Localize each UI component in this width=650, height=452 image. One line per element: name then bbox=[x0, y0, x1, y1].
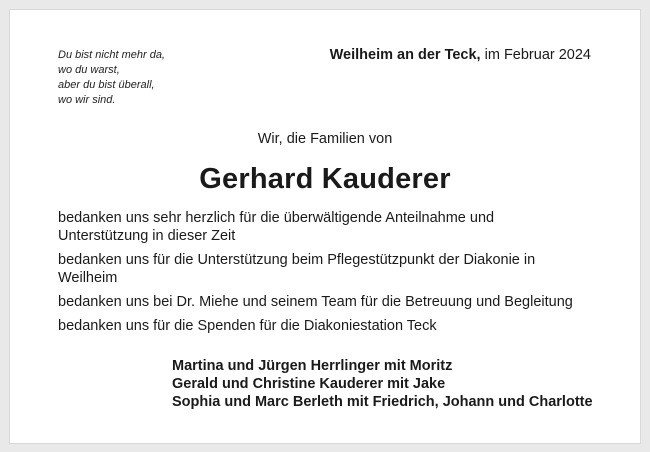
deceased-name: Gerhard Kauderer bbox=[199, 163, 451, 195]
thanks-paragraph: bedanken uns für die Spenden für die Diakoniestation Teck bbox=[58, 318, 437, 334]
place-date bbox=[330, 47, 591, 63]
thanks-paragraph: bedanken uns bei Dr. Miehe und seinem Team für die Betreuung und Begleitung bbox=[58, 294, 573, 310]
thanks-paragraph: bedanken uns für die Unterstützung beim Pflegestützpunkt der Diakonie in Weilheim bbox=[58, 252, 536, 286]
obituary-notice bbox=[9, 9, 641, 444]
intro-text: Wir, die Familien von bbox=[257, 131, 393, 147]
signer-line: Martina und Jürgen Herrlinger mit Moritz bbox=[172, 358, 453, 374]
poem-line: Du bist nicht mehr da, bbox=[58, 49, 165, 61]
signer-line: Gerald und Christine Kauderer mit Jake bbox=[172, 376, 446, 392]
signer-line: Sophia und Marc Berleth mit Friedrich, Johann und Charlotte bbox=[172, 394, 593, 410]
poem-line: wo wir sind. bbox=[58, 94, 116, 106]
poem-line: wo du warst, bbox=[58, 64, 120, 76]
poem-line: aber du bist überall, bbox=[58, 79, 155, 91]
date: im Februar 2024 bbox=[484, 47, 591, 63]
poem bbox=[58, 48, 165, 108]
place: Weilheim an der Teck, bbox=[329, 47, 481, 63]
signers bbox=[172, 357, 593, 411]
thanks-paragraph: bedanken uns sehr herzlich für die überwältigende Anteilnahme und Unterstützung in dieser Zeit bbox=[58, 210, 495, 244]
thanks-list bbox=[58, 209, 578, 341]
